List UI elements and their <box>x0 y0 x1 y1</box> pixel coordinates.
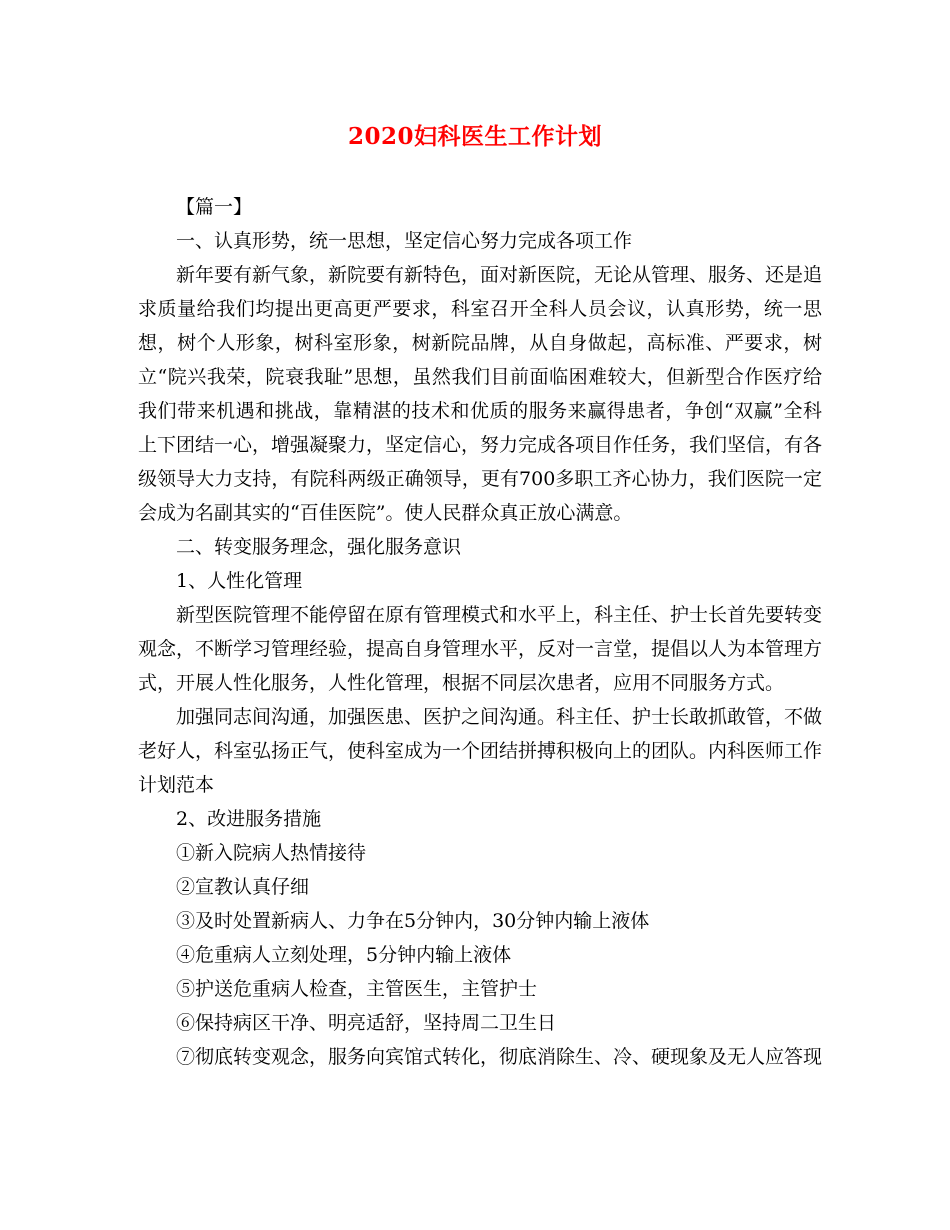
document-title: 2020妇科医生工作计划 <box>347 123 602 150</box>
list-item: ⑥保持病区干净、明亮适舒，坚持周二卫生日 <box>176 1012 557 1034</box>
list-item: ④危重病人立刻处理，5分钟内输上液体 <box>176 944 512 966</box>
subheading: 2、改进服务措施 <box>176 808 322 830</box>
subheading: 1、人性化管理 <box>176 570 303 592</box>
paragraph: 新年要有新气象，新院要有新特色，面对新医院，无论从管理、服务、还是追求质量给我们均提出更高更严要求，科室召开全科人员会议，认真形势，统一思想，树个人形象，树科室形象，树新院品牌，从自身做起，高标准、严要求，树立“院兴我荣，院衰我耻”思想，虽然我们目前面临困难较大，但新型合作医疗给我们带来机遇和挑战，靠精湛的技术和优质的服务来赢得患者，争创“双赢”全科上下团结一心，增强凝聚力，坚定信心，努力完成各项目作任务，我们坚信，有各级领导大力支持，有院科两级正确领导，更有700多职工齐心协力，我们医院一定会成为名副其实的“百佳医院”。使人民群众真正放心满意。 <box>138 264 823 524</box>
list-item: ①新入院病人热情接待 <box>176 842 367 864</box>
section-label: 【篇一】 <box>176 196 253 218</box>
list-item: ②宣教认真仔细 <box>176 876 310 898</box>
paragraph: 新型医院管理不能停留在原有管理模式和水平上，科主任、护士长首先要转变观念，不断学习管理经验，提高自身管理水平，反对一言堂，提倡以人为本管理方式，开展人性化服务，人性化管理，根据不同层次患者，应用不同服务方式。 <box>138 604 823 694</box>
paragraph: 加强同志间沟通，加强医患、医护之间沟通。科主任、护士长敢抓敢管，不做老好人，科室弘扬正气，使科室成为一个团结拼搏积极向上的团队。内科医师工作计划范本 <box>138 706 823 796</box>
heading-section-2: 二、转变服务理念，强化服务意识 <box>176 536 462 558</box>
document-body <box>138 190 822 1074</box>
list-item: ⑤护送危重病人检查，主管医生，主管护士 <box>176 978 538 1000</box>
heading-section-1: 一、认真形势，统一思想，坚定信心努力完成各项工作 <box>176 230 633 252</box>
list-item: ⑦彻底转变观念，服务向宾馆式转化，彻底消除生、冷、硬现象及无人应答现 <box>176 1046 823 1068</box>
list-item: ③及时处置新病人、力争在5分钟内，30分钟内输上液体 <box>176 910 650 932</box>
